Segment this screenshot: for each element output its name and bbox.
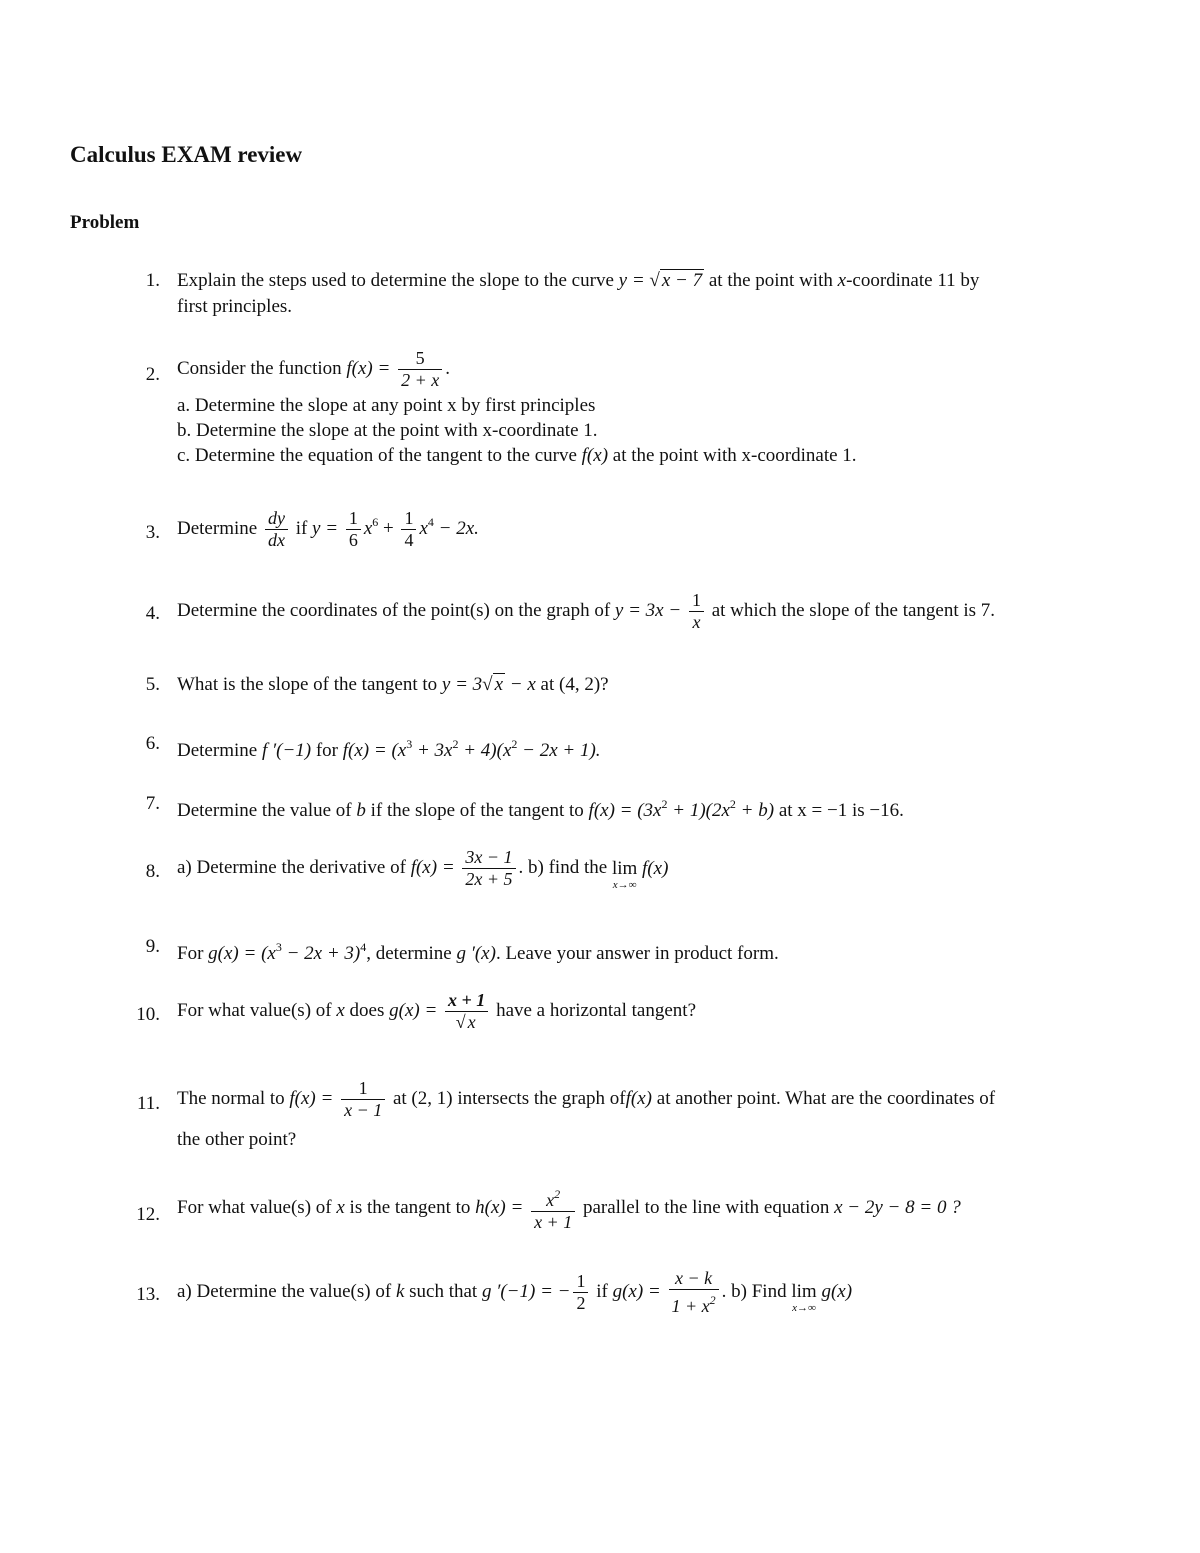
numerator-base: x <box>546 1190 555 1210</box>
math-expression: y = <box>618 270 645 291</box>
numerator: x + 1 <box>445 990 488 1012</box>
math-expression: g ′(−1) = − <box>481 1280 571 1302</box>
radicand: x <box>494 674 504 695</box>
problem-text: Determine the coordinates of the point(s) on the graph of <box>177 599 611 621</box>
math-expression: f(x) = (x <box>342 740 407 761</box>
denominator: 2 <box>576 1293 586 1313</box>
math-expression: g ′(x) <box>456 943 496 964</box>
math-expression: − x <box>509 674 536 695</box>
math-variable: x <box>837 270 847 291</box>
problem-text: a) Determine the value(s) of <box>177 1280 392 1302</box>
math-variable: x <box>336 1196 345 1218</box>
numerator: x − k <box>669 1268 719 1290</box>
fraction <box>462 847 515 890</box>
math-expression: x − 2y − 8 = 0 ? <box>834 1196 961 1218</box>
problem-text: . b) Find <box>721 1280 787 1302</box>
sub-problem-b: b. Determine the slope at the point with x-coordinate 1. <box>177 420 598 441</box>
operator: + <box>383 517 394 539</box>
problem-text: if <box>596 1280 608 1302</box>
problem-number: 2. <box>145 364 160 385</box>
denominator: 2x + 5 <box>465 869 513 889</box>
problem-text: at another point. What are the coordinates of <box>656 1087 996 1109</box>
numerator: 5 <box>398 348 442 370</box>
math-expression: f(x) = (3x <box>588 800 662 821</box>
math-expression: y = 3x − <box>614 599 682 621</box>
problem-text: Explain the steps used to determine the slope to the curve <box>177 270 614 291</box>
math-expression: f(x) = <box>410 856 455 878</box>
fraction <box>669 1268 719 1317</box>
problem-text: . Leave your answer in product form. <box>495 943 779 964</box>
math-variable: k <box>395 1280 405 1302</box>
numerator: 1 <box>573 1271 588 1293</box>
problem-text: . b) find the <box>518 856 608 878</box>
exponent: 2 <box>661 797 668 811</box>
problem-text: at which the slope of the tangent is 7. <box>711 599 996 621</box>
fraction <box>401 508 416 551</box>
problem-text: Determine the value of <box>177 800 352 821</box>
problem-text: For what value(s) of <box>177 999 332 1021</box>
problem-number: 9. <box>145 936 160 957</box>
problem-number: 8. <box>145 861 160 882</box>
denominator: 4 <box>404 530 414 550</box>
problem-text: such that <box>409 1280 478 1302</box>
problem-number: 6. <box>145 733 160 754</box>
radicand: x <box>467 1012 476 1032</box>
limit-operator: lim <box>791 1281 817 1302</box>
fraction <box>689 590 704 633</box>
math-expression: − 2x + 1). <box>522 740 601 761</box>
problem-text: if <box>295 517 308 539</box>
denominator-base: 1 + x <box>671 1296 710 1316</box>
exponent: 2 <box>709 1293 716 1307</box>
math-variable: x <box>419 517 428 539</box>
exponent: 2 <box>511 737 518 751</box>
math-expression: y = <box>312 517 339 539</box>
problem-text: at x = −1 is −16. <box>778 800 904 821</box>
problem-text: does <box>349 999 385 1021</box>
problem-text: c. Determine the equation of the tangent to the curve <box>177 445 577 466</box>
problem-number: 13. <box>136 1284 160 1305</box>
numerator: 1 <box>689 590 704 612</box>
math-expression: f ′(−1) <box>261 740 312 761</box>
page-title: Calculus EXAM review <box>70 142 303 167</box>
problem-number: 1. <box>145 270 160 291</box>
problem-text: Determine <box>177 740 258 761</box>
numerator: 1 <box>341 1078 385 1100</box>
problem-text: What is the slope of the tangent to <box>177 674 438 695</box>
math-expression: + 1)(2x <box>672 800 730 821</box>
math-expression: f(x) <box>625 1087 653 1109</box>
numerator: 1 <box>346 508 361 530</box>
numerator: 1 <box>401 508 416 530</box>
exponent: 6 <box>372 514 379 529</box>
numerator: 3x − 1 <box>462 847 515 869</box>
punctuation: . <box>445 357 450 379</box>
denominator: 2 + x <box>401 370 440 390</box>
problem-number: 4. <box>145 603 160 624</box>
math-expression: + 3x <box>416 740 453 761</box>
problem-text: the other point? <box>177 1129 297 1150</box>
radicand: x − 7 <box>661 270 703 291</box>
problem-number: 5. <box>145 674 160 695</box>
problem-text: if the slope of the tangent to <box>370 800 584 821</box>
problem-text: at the point with x-coordinate 1. <box>612 445 857 466</box>
denominator: dx <box>267 530 285 550</box>
math-expression: + 4)(x <box>463 740 512 761</box>
problem-number: 10. <box>136 1004 160 1025</box>
fraction <box>445 990 488 1033</box>
problem-text: -coordinate 11 by <box>846 270 980 291</box>
limit <box>612 859 637 891</box>
math-expression: − 2x. <box>438 517 479 539</box>
math-variable: x <box>363 517 373 539</box>
fraction <box>346 508 361 551</box>
numerator: dy <box>265 508 288 530</box>
denominator: 6 <box>348 530 358 550</box>
problem-number: 11. <box>136 1093 160 1114</box>
denominator: x <box>692 612 701 632</box>
problem-text: Determine <box>177 517 258 539</box>
denominator: x − 1 <box>344 1100 383 1120</box>
fraction <box>573 1271 588 1314</box>
problem-text: , determine <box>366 943 452 964</box>
math-variable: b <box>356 800 366 821</box>
section-heading: Problem <box>70 212 140 233</box>
square-root: √ x <box>455 1012 476 1032</box>
problem-text: for <box>315 740 339 761</box>
limit-subscript: x→∞ <box>792 1302 816 1314</box>
math-expression: f(x) = <box>289 1087 334 1109</box>
math-expression: g(x) = <box>389 999 438 1021</box>
math-expression: g(x) = (x <box>208 943 276 964</box>
problem-text: Consider the function <box>177 357 342 379</box>
math-expression: h(x) = <box>475 1196 524 1218</box>
exponent: 3 <box>406 737 413 751</box>
problem-text: parallel to the line with equation <box>582 1196 830 1218</box>
problem-text: For <box>177 943 204 964</box>
numerator <box>531 1184 575 1212</box>
square-root: √ x − 7 <box>649 270 703 291</box>
math-expression: + b) <box>740 800 775 821</box>
problem-text: is the tangent to <box>349 1196 471 1218</box>
math-variable: x <box>336 999 345 1021</box>
fraction <box>341 1078 385 1121</box>
exponent: 4 <box>427 514 434 529</box>
problem-text: have a horizontal tangent? <box>496 999 696 1021</box>
exponent: 2 <box>554 1187 561 1201</box>
math-expression: g(x) <box>821 1281 853 1302</box>
fraction <box>531 1184 575 1233</box>
exponent: 4 <box>360 940 367 954</box>
math-expression: y = 3 <box>441 674 483 695</box>
square-root: √ x <box>482 674 504 695</box>
math-expression: g(x) = <box>612 1280 661 1302</box>
problem-text: first principles. <box>177 296 293 317</box>
problem-text: a) Determine the derivative of <box>177 856 406 878</box>
limit-subscript: x→∞ <box>612 879 637 891</box>
problem-text: For what value(s) of <box>177 1196 332 1218</box>
sub-problem-c <box>177 443 1132 468</box>
problem-text: at (4, 2)? <box>540 674 609 695</box>
exponent: 2 <box>729 797 736 811</box>
fraction <box>398 348 442 391</box>
math-expression: f(x) <box>642 858 669 879</box>
exponent: 2 <box>452 737 459 751</box>
problem-text: at (2, 1) intersects the graph of <box>392 1087 626 1109</box>
denominator: x + 1 <box>534 1212 573 1232</box>
limit-operator: lim <box>611 858 638 879</box>
problem-number: 12. <box>136 1204 160 1225</box>
problem-text: at the point with <box>708 270 833 291</box>
problem-number: 3. <box>145 522 160 543</box>
math-expression: f(x) = <box>346 357 391 379</box>
problem-text: The normal to <box>177 1087 285 1109</box>
sub-problem-a: a. Determine the slope at any point x by first principles <box>177 395 596 416</box>
denominator <box>669 1290 719 1317</box>
derivative-fraction <box>265 508 288 551</box>
math-expression: − 2x + 3) <box>286 943 361 964</box>
math-expression: f(x) <box>581 445 609 466</box>
limit <box>791 1282 816 1314</box>
exponent: 3 <box>275 940 282 954</box>
problem-number: 7. <box>145 793 160 814</box>
